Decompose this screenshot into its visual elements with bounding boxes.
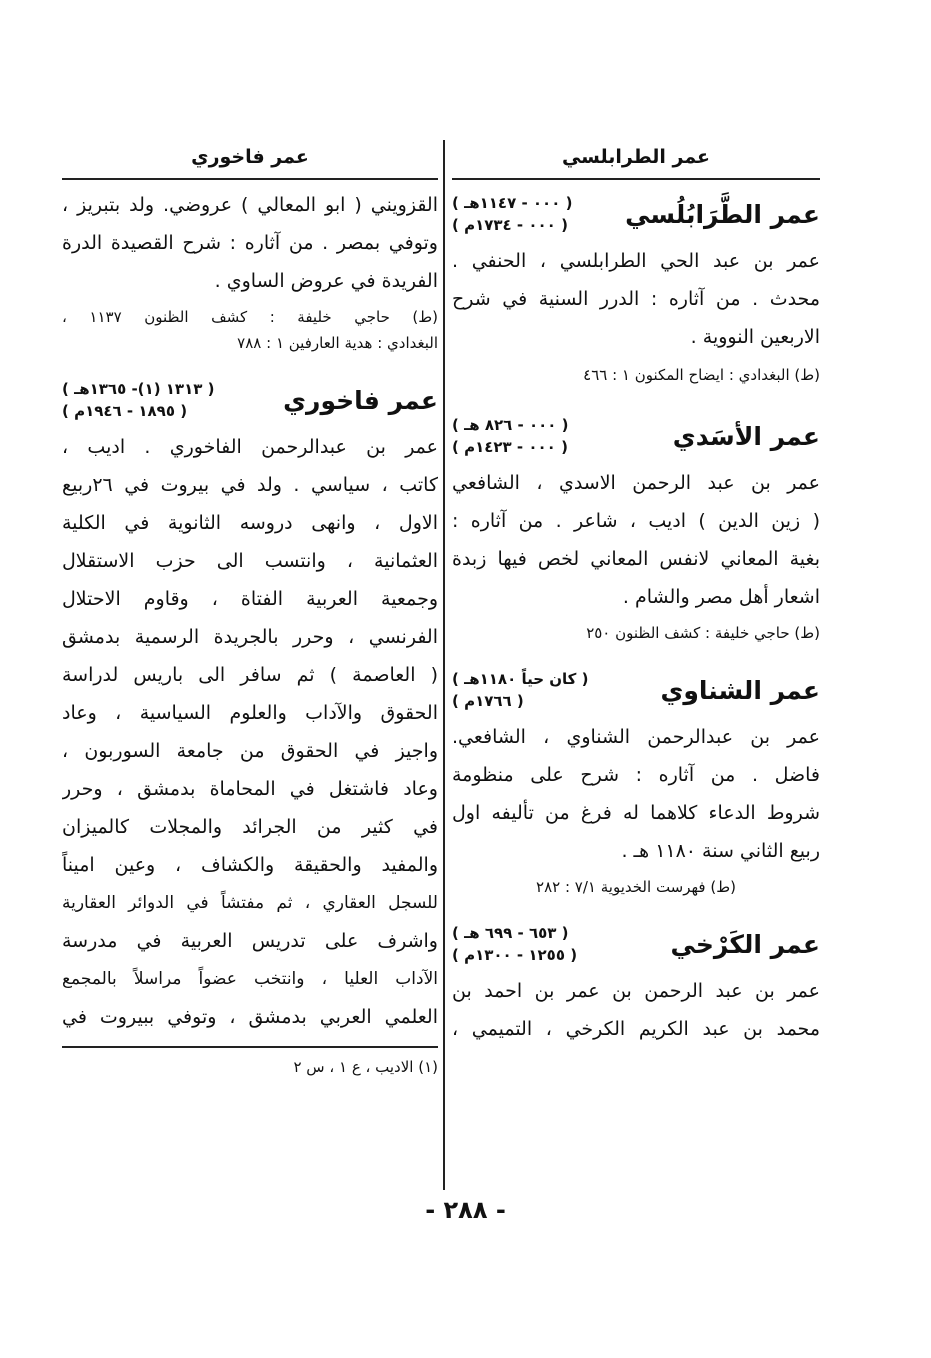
entry-tarabulusi: [452, 192, 820, 388]
entry-line: وعاد فاشتغل في المحاماة بدمشق ، وحرر: [62, 778, 438, 800]
running-head-left: عمر فاخوري: [191, 146, 309, 168]
continuation-source: (ط) حاجي خليفة : كشف الظنون ١١٣٧ ،: [62, 308, 438, 326]
entry-source: (ط) حاجي خليفة : كشف الظنون ٢٥٠: [586, 624, 820, 642]
entry-line: عمر بن عبدالرحمن الفاخوري . اديب ،: [62, 436, 438, 458]
entry-name: عمر فاخوري: [283, 385, 438, 415]
entry-line: ( العاصمة ) ثم سافر الى باريس لدراسة: [62, 664, 438, 686]
entry-line: للسجل العقاري ، ثم مفتشاً في الدوائر العقارية: [62, 893, 438, 913]
entry-dates: ( ٦٥٣ - ٦٩٩ هـ ) ( ١٢٥٥ - ١٣٠٠م ): [452, 924, 578, 964]
entry-line: عمر بن عبدالرحمن الشناوي ، الشافعي.: [452, 726, 820, 748]
continuation-line: وتوفي بمصر . من آثاره : شرح القصيدة الدرة: [62, 232, 438, 254]
entry-line: عمر بن عبد الرحمن الاسدي ، الشافعي: [452, 472, 820, 494]
entry-line: الفرنسي ، وحرر بالجريدة الرسمية بدمشق: [62, 626, 438, 648]
continuation-source: البغدادي : هدية العارفين ١ : ٧٨٨: [237, 334, 438, 352]
left-column: [62, 140, 438, 1080]
running-head-right: عمر الطرابلسي: [561, 146, 711, 168]
entry-karkhi: [452, 922, 820, 1048]
entry-line: محدث . من آثاره : الدرر السنية في شرح: [452, 288, 820, 310]
entry-dates: ( ١٣١٣ (١)- ١٣٦٥هـ ) ( ١٨٩٥ - ١٩٤٦م ): [62, 380, 215, 420]
page-number: - ٢٨٨ -: [425, 1196, 506, 1224]
entry-line: واشرف على تدريس العربية في مدرسة: [62, 930, 438, 952]
entry-line: ( زين الدين ) اديب ، شاعر . من آثاره :: [452, 510, 820, 532]
footnote: (١) الاديب ، ع ١ ، س ٢: [293, 1058, 438, 1076]
footnote-rule: [62, 1046, 438, 1048]
entry-fakhouri: [62, 378, 438, 1036]
entry-line: الآداب العليا ، وانتخب عضواً مراسلاً بالمجمع: [62, 969, 438, 989]
header-rule: [62, 178, 438, 180]
entry-line: كاتب ، سياسي . ولد في بيروت في ٢٦ربيع: [62, 474, 438, 496]
entry-line: واجيز في الحقوق من جامعة السوربون ،: [62, 740, 438, 762]
entry-line: الاربعين النووية .: [690, 326, 820, 348]
entry-name: عمر الأسَدي: [672, 421, 820, 451]
entry-line: في كثير من الجرائد والمجلات كالميزان: [62, 816, 438, 838]
entry-line: شروط الدعاء كلاهما له فرغ من تأليفه اول: [452, 802, 820, 824]
entry-source: (ط) البغدادي : ايضاح المكنون ١ : ٤٦٦: [583, 366, 820, 384]
entry-line: الاول ، وانهى دروسه الثانوية في الكلية: [62, 512, 438, 534]
entry-line: العثمانية ، وانتسب الى حزب الاستقلال: [62, 550, 438, 572]
entry-source: (ط) فهرست الخديوية ٧/١ : ٢٨٢: [536, 878, 736, 896]
entry-name: عمر الكَرْخي: [670, 929, 820, 959]
entry-line: بغية المعاني لانفس المعاني لخص فيها زبدة: [452, 548, 820, 570]
entry-shinnawi: [452, 668, 820, 900]
entry-line: والمفيد والحقيقة والكشاف ، وعين اميناً: [62, 854, 438, 876]
continuation-line: القزويني ( ابو المعالي ) عروضي. ولد بتبريز ،: [62, 194, 438, 216]
entry-line: ربيع الثاني سنة ١١٨٠ هـ .: [621, 840, 820, 862]
entry-line: اشعار أهل مصر والشام .: [622, 586, 820, 608]
entry-line: الحقوق والآداب والعلوم السياسية ، وعاد: [62, 702, 438, 724]
entry-line: وجمعية العربية الفتاة ، وقاوم الاحتلال: [62, 588, 438, 610]
entry-name: عمر الشناوي: [660, 675, 820, 705]
entry-dates: ( كان حياً ١١٨٠هـ ) ( ١٧٦٦م ): [452, 670, 589, 710]
entry-dates: ( ٠٠٠ - ١١٤٧هـ ) ( ٠٠٠ - ١٧٣٤م ): [452, 194, 573, 234]
right-column: [452, 140, 820, 1048]
entry-asadi: [452, 414, 820, 646]
entry-name: عمر الطَّرَابُلُسي: [625, 199, 820, 229]
entry-dates: ( ٠٠٠ - ٨٢٦ هـ ) ( ٠٠٠ - ١٤٢٣م ): [452, 416, 569, 456]
entry-line: عمر بن عبد الحي الطرابلسي ، الحنفي .: [452, 250, 820, 272]
entry-line: محمد بن عبد الكريم الكرخي ، التميمي ،: [452, 1018, 820, 1040]
continuation-block: [62, 186, 438, 356]
column-divider: [443, 140, 445, 1190]
entry-line: عمر بن عبد الرحمن بن عمر بن احمد بن: [452, 980, 820, 1002]
header-rule: [452, 178, 820, 180]
continuation-line: الفريدة في عروض الساوي .: [214, 270, 438, 292]
entry-line: فاضل . من آثاره : شرح على منظومة: [452, 764, 820, 786]
entry-line: العلمي العربي بدمشق ، وتوفي ببيروت في: [62, 1006, 438, 1028]
